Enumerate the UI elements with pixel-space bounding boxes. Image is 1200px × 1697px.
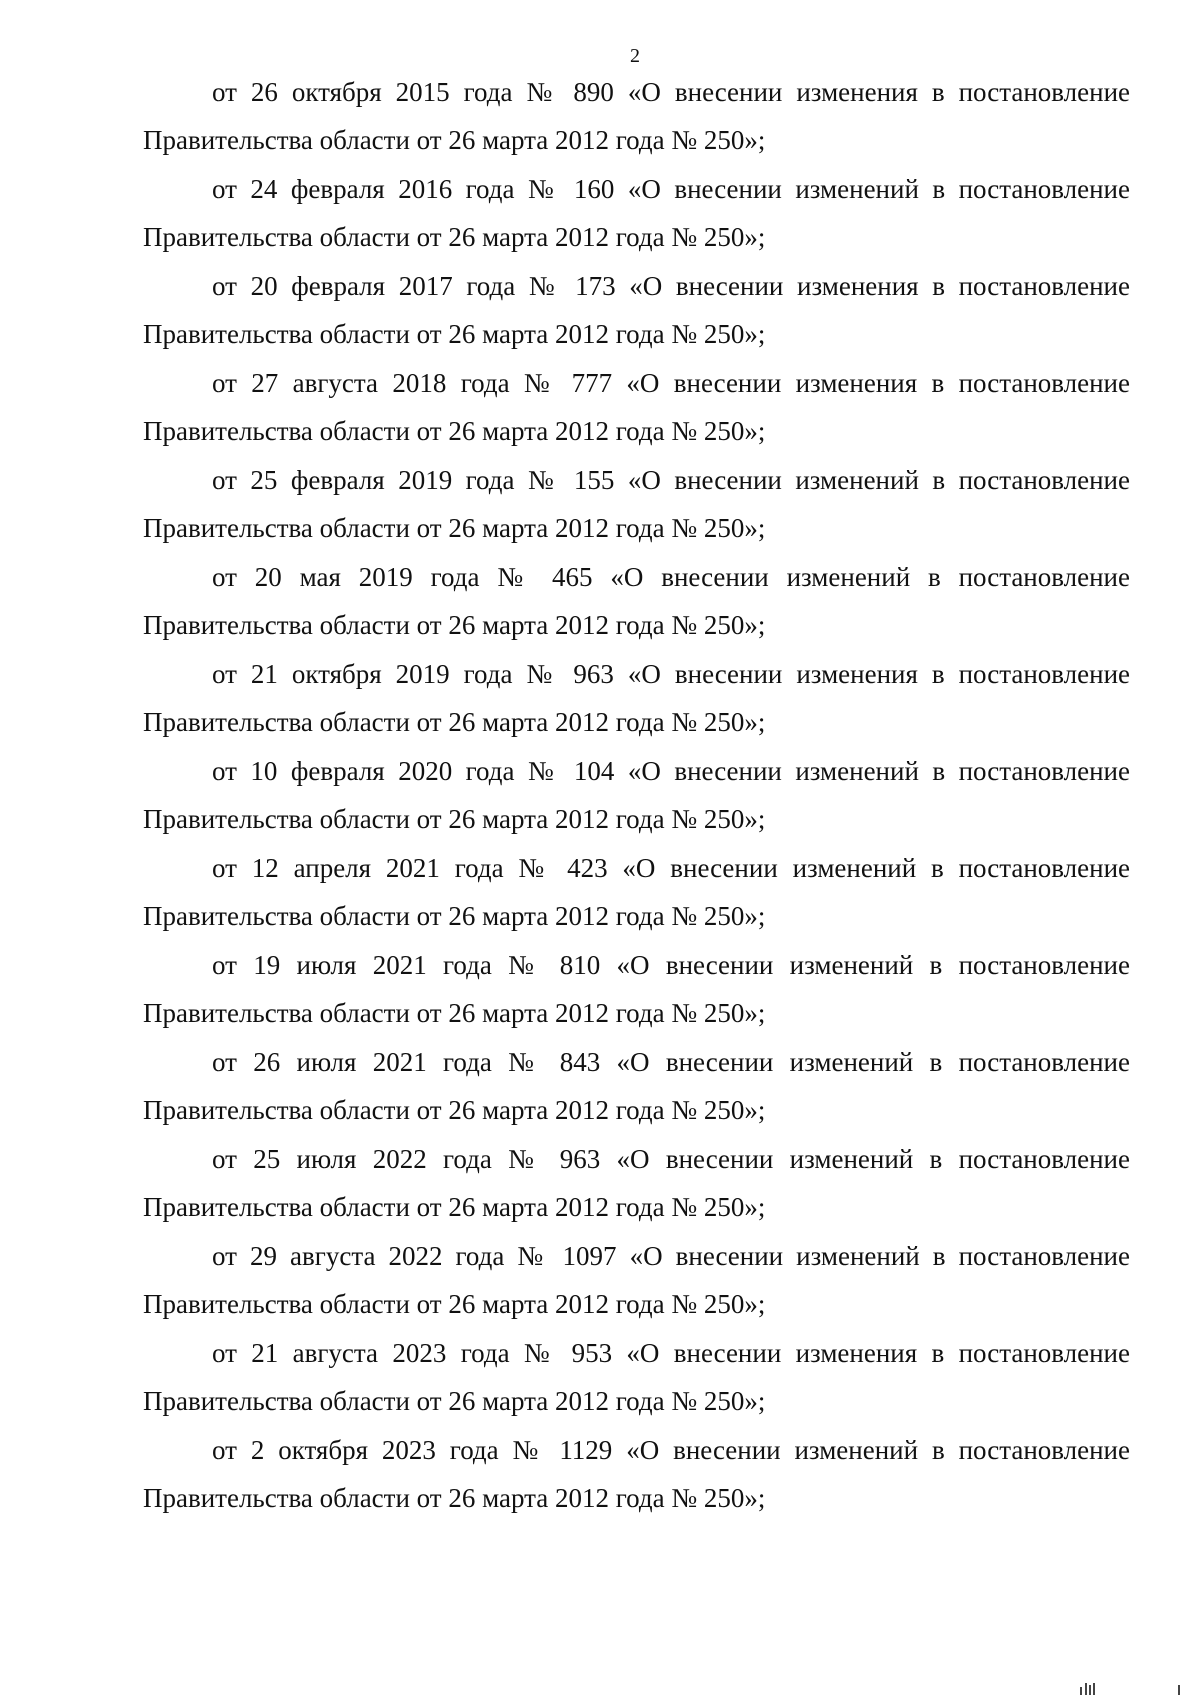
list-item: от 27 августа 2018 года № 777 «О внесении изменения в постановление Правительства области от 26 марта 2012 года № 250»; [143,368,1130,446]
scan-edge-marks [1080,1681,1190,1695]
list-item: от 21 октября 2019 года № 963 «О внесении изменения в постановление Правительства области от 26 марта 2012 года № 250»; [143,659,1130,737]
amendment-list [143,68,1130,1523]
page-number: 2 [630,45,640,67]
list-item: от 21 августа 2023 года № 953 «О внесении изменения в постановление Правительства области от 26 марта 2012 года № 250»; [143,1338,1130,1416]
list-item: от 26 октября 2015 года № 890 «О внесении изменения в постановление Правительства области от 26 марта 2012 года № 250»; [143,77,1130,155]
list-item: от 20 февраля 2017 года № 173 «О внесении изменения в постановление Правительства области от 26 марта 2012 года № 250»; [143,271,1130,349]
list-item: от 20 мая 2019 года № 465 «О внесении изменений в постановление Правительства области от 26 марта 2012 года № 250»; [143,562,1130,640]
list-item: от 19 июля 2021 года № 810 «О внесении изменений в постановление Правительства области от 26 марта 2012 года № 250»; [143,950,1130,1028]
list-item: от 25 февраля 2019 года № 155 «О внесении изменений в постановление Правительства области от 26 марта 2012 года № 250»; [143,465,1130,543]
list-item: от 10 февраля 2020 года № 104 «О внесении изменений в постановление Правительства области от 26 марта 2012 года № 250»; [143,756,1130,834]
list-item: от 12 апреля 2021 года № 423 «О внесении изменений в постановление Правительства области от 26 марта 2012 года № 250»; [143,853,1130,931]
list-item: от 29 августа 2022 года № 1097 «О внесении изменений в постановление Правительства области от 26 марта 2012 года № 250»; [143,1241,1130,1319]
list-item: от 24 февраля 2016 года № 160 «О внесении изменений в постановление Правительства области от 26 марта 2012 года № 250»; [143,174,1130,252]
list-item: от 2 октября 2023 года № 1129 «О внесении изменений в постановление Правительства области от 26 марта 2012 года № 250»; [143,1435,1130,1513]
list-item: от 25 июля 2022 года № 963 «О внесении изменений в постановление Правительства области от 26 марта 2012 года № 250»; [143,1144,1130,1222]
list-item: от 26 июля 2021 года № 843 «О внесении изменений в постановление Правительства области от 26 марта 2012 года № 250»; [143,1047,1130,1125]
